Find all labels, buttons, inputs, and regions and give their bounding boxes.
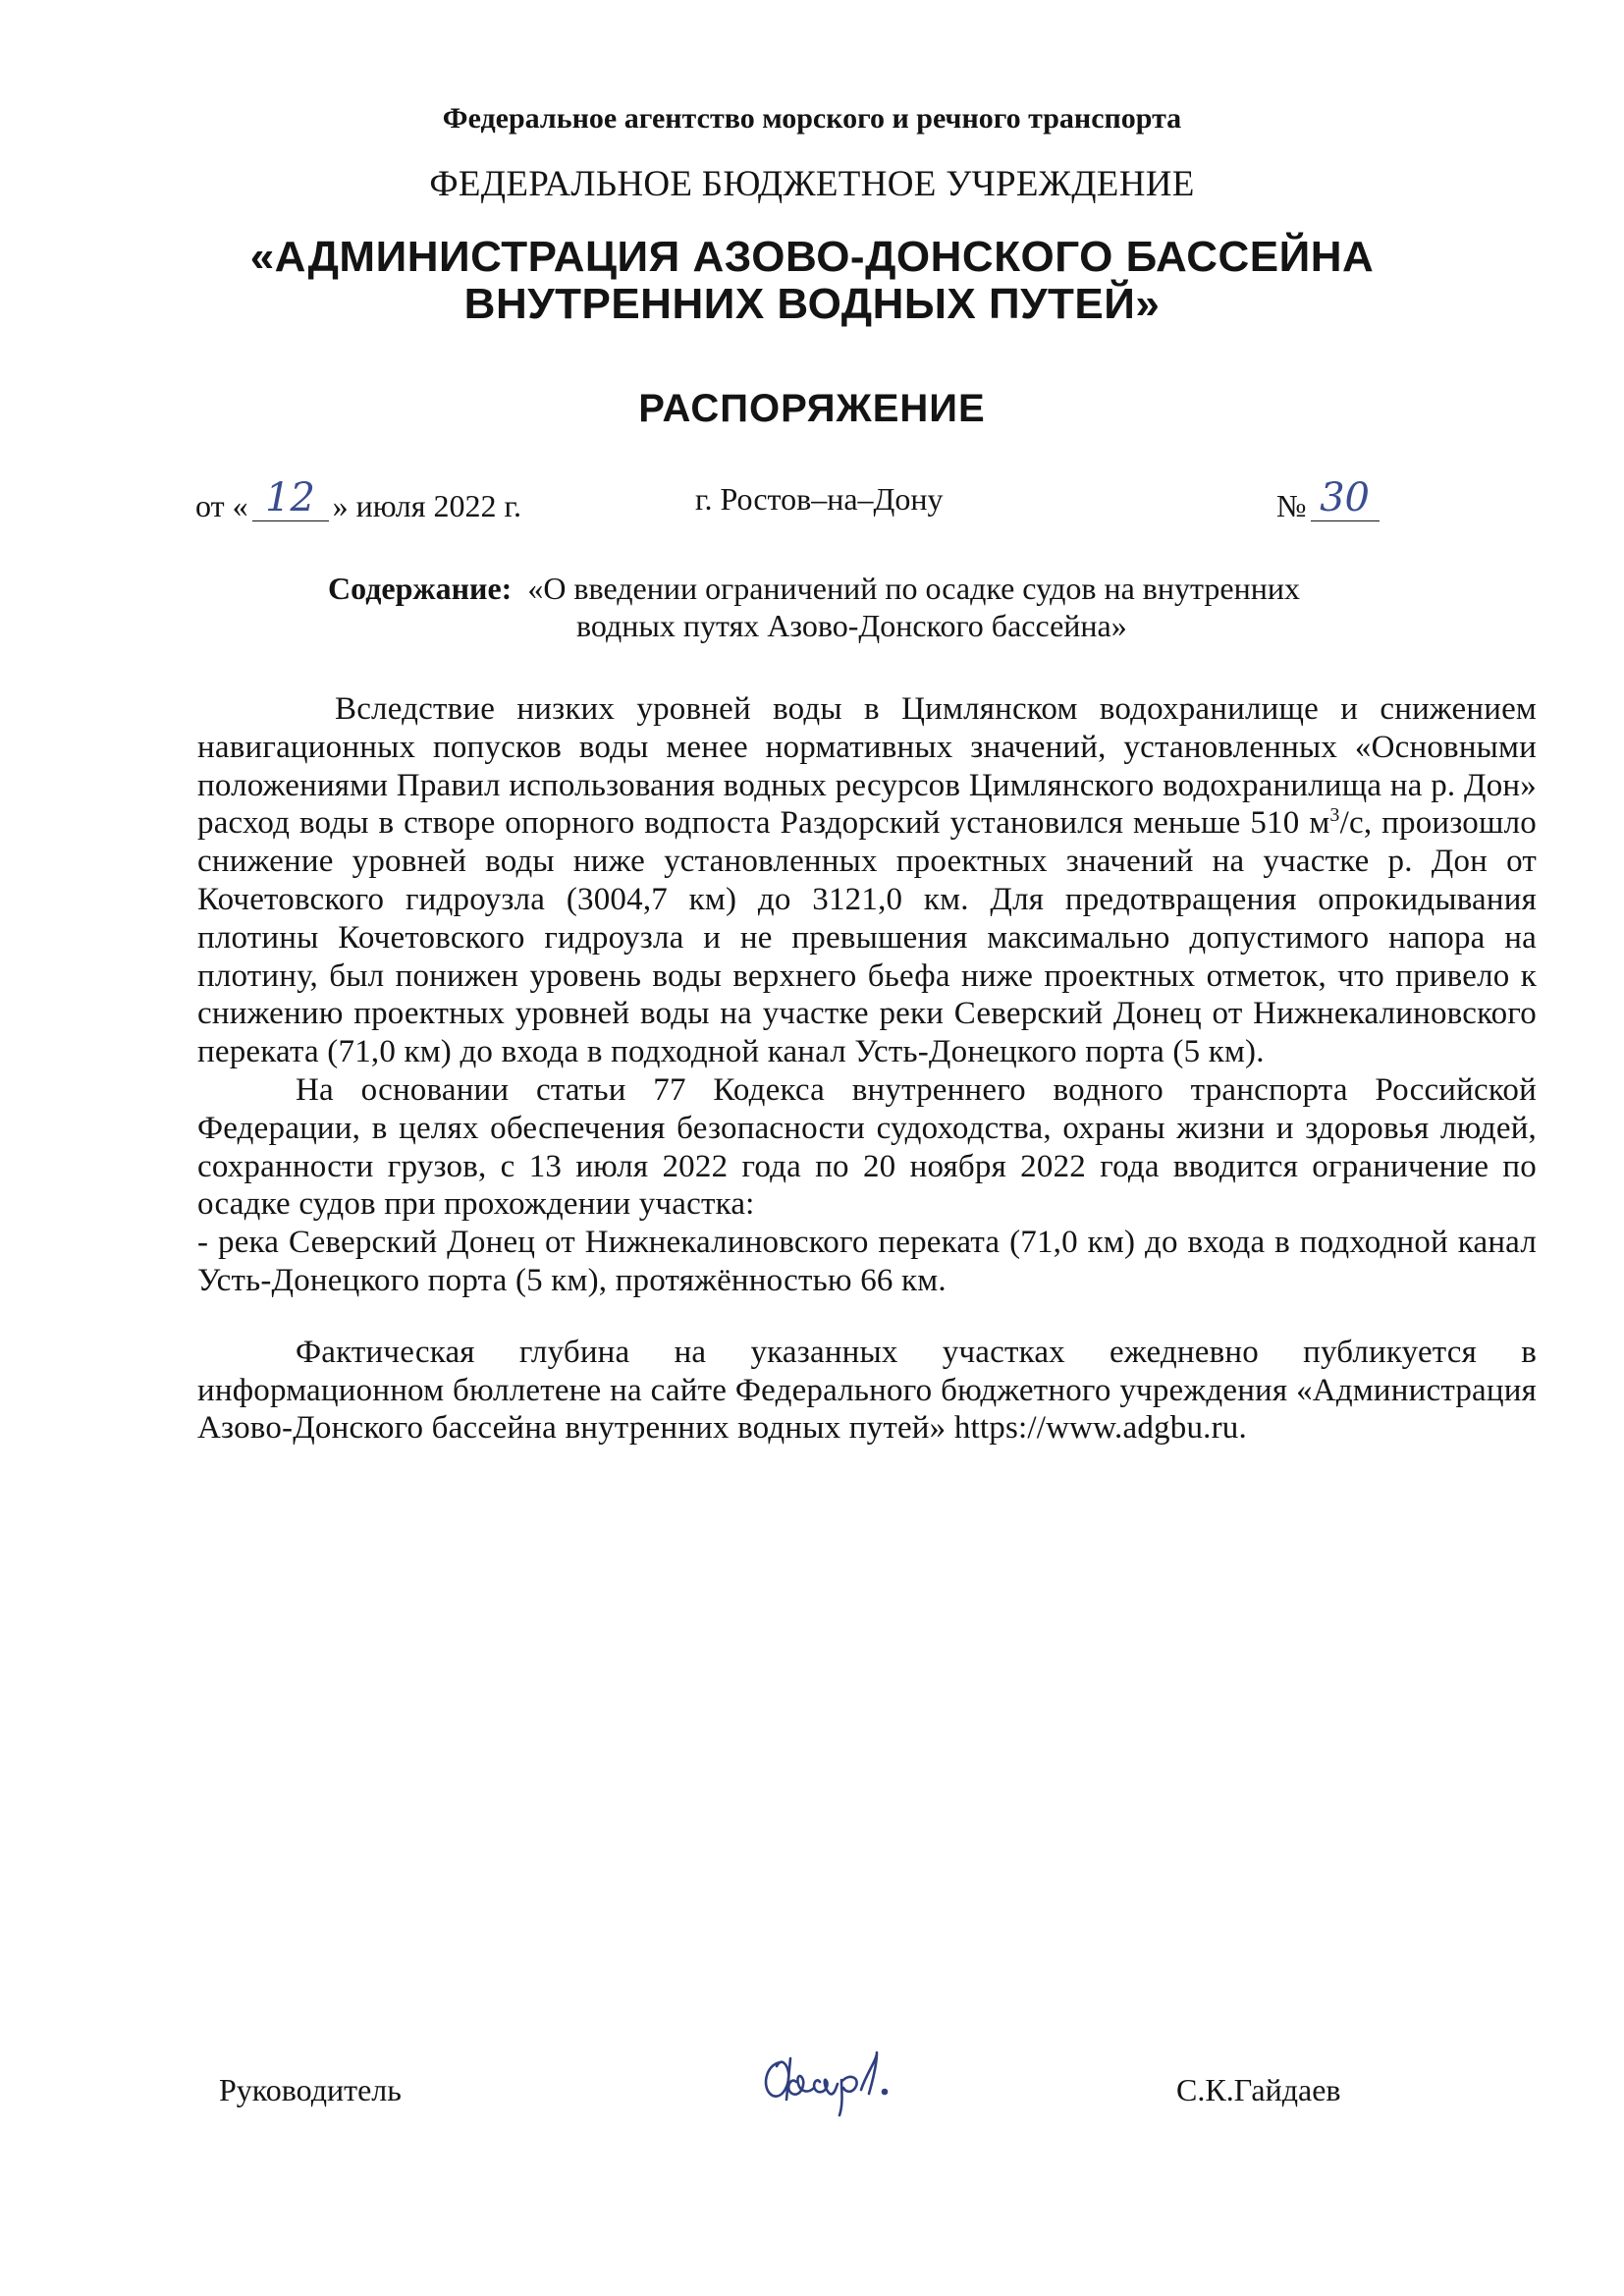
body-p1-part1: Вследствие низких уровней воды в Цимлянском водохранилище и снижением навигационных попусков воды менее нормативных значений, установленных «Основными положениями Правил использования водных ресурсов Цимлянского водохранилища на р. Дон» расход воды в створе опорного водпоста Раздорский установился меньше 510 м — [197, 691, 1537, 842]
date-day-handwritten: 12 — [252, 475, 329, 521]
subject-label: Содержание: — [328, 571, 513, 606]
date-suffix: » июля 2022 г. — [332, 488, 521, 523]
institution-name-line1: «АДМИНИСТРАЦИЯ АЗОВО-ДОНСКОГО БАССЕЙНА — [249, 233, 1375, 281]
document-body — [197, 690, 1537, 1448]
number-handwritten: 30 — [1311, 475, 1380, 521]
date-prefix: от « — [195, 488, 248, 523]
signatory-name: С.К.Гайдаев — [1176, 2072, 1341, 2107]
document-type-title: РАСПОРЯЖЕНИЕ — [638, 387, 986, 430]
number-label: № — [1276, 488, 1307, 523]
subject-line2: водных путях Азово-Донского бассейна» — [576, 608, 1127, 643]
body-paragraph-3: - река Северский Донец от Нижнекалиновского переката (71,0 км) до входа в подходной канал Усть-Донецкого порта (5 км), протяжённостью 66 км. — [197, 1225, 1537, 1298]
body-paragraph-1 — [197, 690, 1537, 1071]
city: г. Ростов–на–Дону — [695, 481, 944, 517]
subject-block — [328, 570, 1467, 644]
subject-line1: «О введении ограничений по осадке судов на внутренних — [527, 571, 1300, 606]
date-field — [195, 475, 521, 527]
body-paragraph-4: Фактическая глубина на указанных участках ежедневно публикуется в информационном бюллетене на сайте Федерального бюджетного учреждения «Администрация Азово-Донского бассейна внутренних водных путей» https://www.adgbu.ru. — [197, 1334, 1537, 1447]
signatory-title: Руководитель — [219, 2072, 402, 2107]
institution-name — [0, 234, 1624, 328]
document-number — [1276, 475, 1380, 527]
handwritten-signature — [751, 2033, 938, 2121]
agency-heading: Федеральное агентство морского и речного транспорта — [442, 102, 1182, 135]
institution-name-line2: ВНУТРЕННИХ ВОДНЫХ ПУТЕЙ» — [463, 280, 1161, 328]
body-p1-superscript: 3 — [1329, 804, 1340, 827]
body-p1-part2: /с, произошло снижение уровней воды ниже установленных проектных значений на участке р. Дон от Кочетовского гидроузла (3004,7 км) до 3121,0 км. Для предотвращения опрокидывания плотины Кочетовского гидроузла и не превышения максимально допустимого напора на плотину, был понижен уровень воды верхнего бьефа ниже проектных отметок, что привело к снижению проектных уровней воды на участке реки Северский Донец от Нижнекалиновского переката (71,0 км) до входа в подходной канал Усть-Донецкого порта (5 км). — [197, 805, 1537, 1070]
institution-type: ФЕДЕРАЛЬНОЕ БЮДЖЕТНОЕ УЧРЕЖДЕНИЕ — [429, 164, 1195, 204]
body-paragraph-2: На основании статьи 77 Кодекса внутреннего водного транспорта Российской Федерации, в целях обеспечения безопасности судоходства, охраны жизни и здоровья людей, сохранности грузов, с 13 июля 2022 года по 20 ноября 2022 года вводится ограничение по осадке судов при прохождении участка: — [197, 1071, 1537, 1223]
